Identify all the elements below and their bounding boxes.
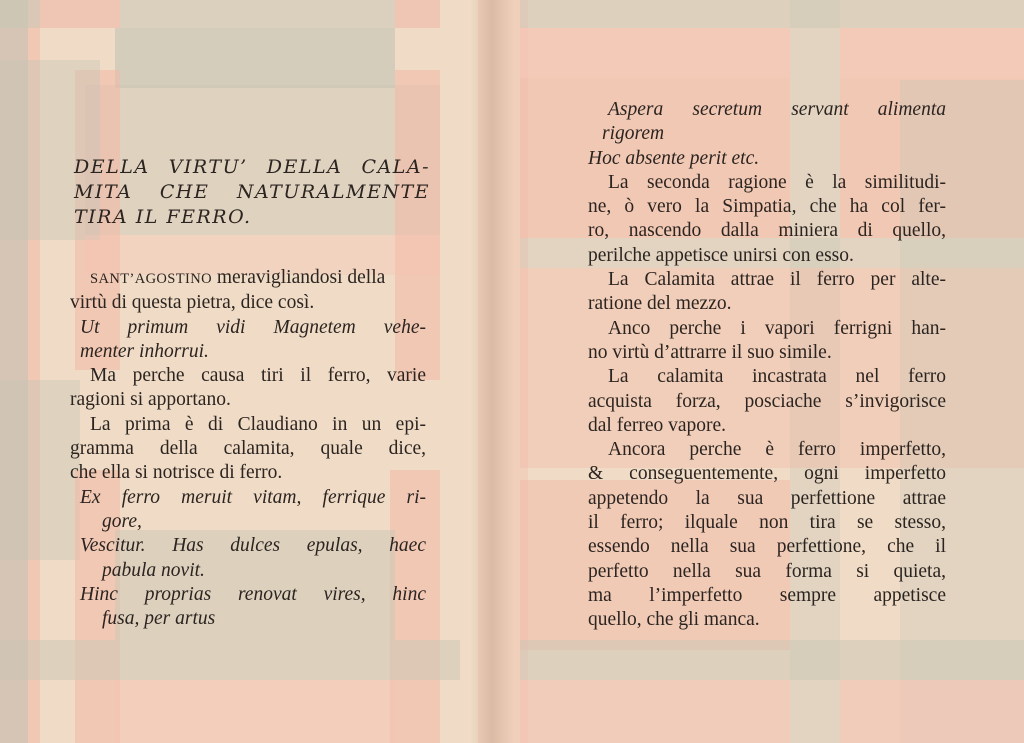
- text-line: & conseguentemente, ogni imperfetto: [588, 463, 946, 485]
- latin-quote-line: Ut primum vidi Magnetem vehe-: [80, 316, 426, 338]
- right-body-text: [588, 98, 946, 633]
- text-line: Ancora perche è ferro imperfetto,: [608, 439, 946, 461]
- text-line: appetendo la sua perfettione attrae: [588, 487, 946, 509]
- text-line: La prima è di Claudiano in un epi-: [90, 413, 426, 435]
- text-line: dal ferreo vapore.: [588, 414, 727, 436]
- latin-quote-line: Ex ferro meruit vitam, ferrique ri-: [80, 486, 426, 508]
- text-line: perfetto nella sua forma si quieta,: [588, 560, 946, 582]
- text-line: gramma della calamita, quale dice,: [70, 438, 426, 460]
- latin-quote-line: gore,: [102, 510, 142, 532]
- bg-block: [0, 380, 80, 560]
- text-line: ragioni si apportano.: [70, 389, 231, 411]
- text-line: SANT’AGOSTINO meravigliandosi della: [90, 267, 386, 288]
- latin-quote-line: Hinc proprias renovat vires, hinc: [80, 583, 426, 605]
- text-line: che ella si notrisce di ferro.: [70, 462, 283, 484]
- text-line: ma l’imperfetto sempre appetisce: [588, 584, 946, 606]
- page-gutter: [470, 0, 514, 743]
- latin-quote-line: pabula novit.: [102, 559, 205, 581]
- text-line: ro, nascendo dalla miniera di quello,: [588, 220, 946, 242]
- text-line: Ma perche causa tiri il ferro, varie: [90, 365, 426, 387]
- text-line: no virtù d’attrarre il suo simile.: [588, 341, 832, 363]
- latin-quote-line: rigorem: [602, 123, 665, 145]
- text-line: il ferro; ilquale non tira se stesso,: [588, 512, 946, 534]
- latin-quote-line: Hoc absente perit etc.: [588, 147, 760, 169]
- heading-line: DELLA VIRTU’ DELLA CALA-: [74, 156, 430, 178]
- text-line: ratione del mezzo.: [588, 293, 732, 315]
- text-line: Anco perche i vapori ferrigni han-: [608, 317, 946, 339]
- text-line: essendo nella sua perfettione, che il: [588, 536, 946, 558]
- left-page: [70, 0, 428, 743]
- latin-quote-line: Vescitur. Has dulces epulas, haec: [80, 535, 426, 557]
- right-page: [588, 0, 948, 743]
- chapter-heading: [74, 155, 430, 230]
- author-smallcaps: SANT’AGOSTINO: [90, 271, 212, 287]
- heading-line: TIRA IL FERRO.: [74, 206, 252, 228]
- text-line: ne, ò vero la Simpatia, che ha col fer-: [588, 196, 946, 218]
- text-line: quello, che gli manca.: [588, 609, 760, 631]
- latin-quote-line: Aspera secretum servant alimenta: [608, 99, 946, 120]
- text-line: virtù di questa pietra, dice così.: [70, 292, 315, 314]
- text-line: perilche appetisce unirsi con esso.: [588, 244, 854, 266]
- text-line: La seconda ragione è la similitudi-: [608, 171, 946, 193]
- text-line: La calamita incastrata nel ferro: [608, 366, 946, 388]
- left-body-text: [70, 266, 426, 631]
- heading-line: MITA CHE NATURALMENTE: [74, 181, 430, 203]
- latin-quote-line: menter inhorrui.: [80, 340, 209, 362]
- latin-quote-line: fusa, per artus: [102, 608, 216, 630]
- text-line: acquista forza, posciache s’invigorisce: [588, 390, 946, 412]
- text-line: La Calamita attrae il ferro per alte-: [608, 269, 946, 291]
